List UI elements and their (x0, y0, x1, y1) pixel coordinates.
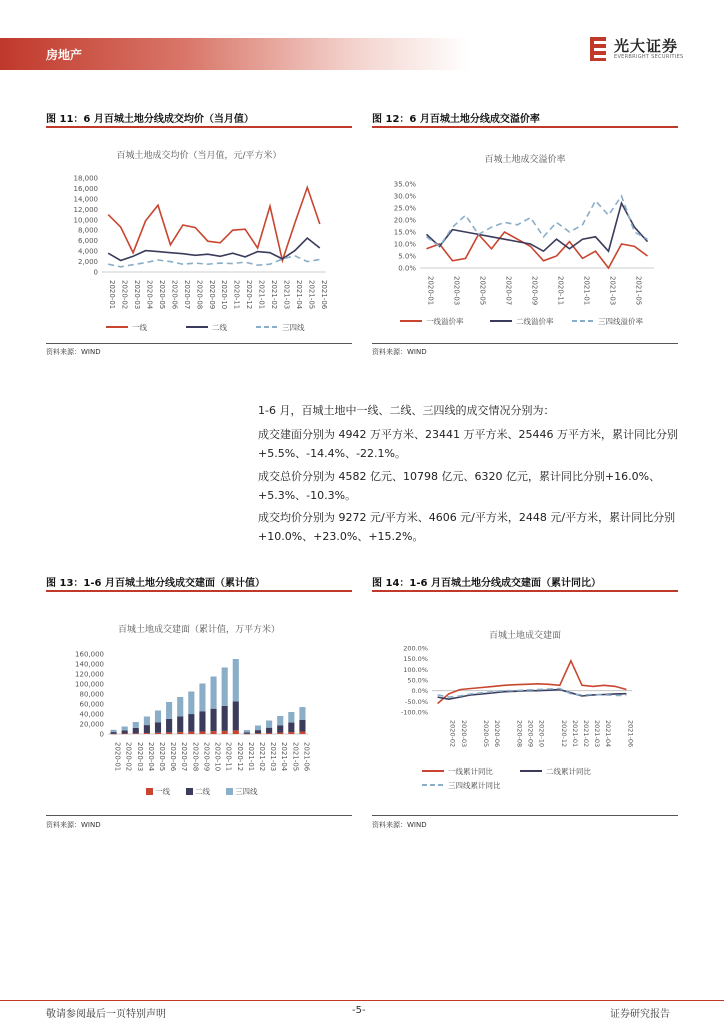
footer-report-type: 证券研究报告 (610, 1009, 670, 1020)
x-tick-label: 2021-02 (270, 280, 278, 310)
y-tick-label: 20,000 (79, 720, 104, 729)
y-tick-label: 60,000 (79, 700, 104, 709)
x-tick-label: 2021-03 (608, 276, 617, 306)
series-line-tier1 (108, 187, 320, 260)
x-tick-label: 2021-06 (626, 720, 635, 748)
y-tick-label: 50.0% (407, 676, 428, 685)
series-line-tier2 (427, 203, 648, 251)
y-tick-label: 0 (93, 268, 98, 277)
x-tick-label: 2020-12 (559, 720, 568, 748)
bar-tier2 (144, 725, 150, 733)
chart-title: 百城土地成交溢价率 (484, 155, 566, 165)
x-tick-label: 2020-08 (195, 280, 204, 310)
x-tick-label: 2020-10 (213, 742, 222, 772)
x-tick-label: 2020-11 (224, 742, 233, 772)
legend-label: 二线 (212, 323, 227, 332)
x-tick-label: 2020-09 (207, 280, 216, 310)
x-tick-label: 2020-07 (180, 742, 189, 772)
x-tick-label: 2020-06 (493, 720, 502, 748)
bar-tier1 (222, 731, 228, 734)
y-tick-label: 10.0% (393, 240, 416, 249)
chart-title: 百城土地成交建面（累计值，万平方米） (117, 625, 281, 635)
x-tick-label: 2020-08 (191, 742, 200, 772)
fig12-svg (372, 130, 678, 340)
x-tick-label: 2021-06 (319, 280, 328, 310)
legend-swatch (186, 788, 193, 795)
x-tick-label: 2021-01 (257, 280, 266, 310)
y-tick-label: 35.0% (393, 180, 416, 189)
x-tick-label: 2020-12 (235, 742, 244, 772)
bar-tier2 (299, 720, 305, 732)
fig12-end-rule (372, 343, 678, 344)
x-tick-label: 2021-04 (604, 720, 613, 748)
y-tick-label: 5.0% (398, 252, 416, 261)
x-tick-label: 2021-01 (246, 742, 255, 772)
y-tick-label: 2,000 (77, 258, 98, 267)
y-tick-label: 8,000 (77, 226, 98, 235)
x-tick-label: 2020-10 (537, 720, 546, 748)
x-tick-label: 2020-05 (158, 742, 166, 772)
bar-tier34 (266, 721, 272, 728)
bar-tier1 (277, 733, 283, 734)
y-tick-label: 140,000 (75, 660, 104, 669)
legend-swatch (226, 788, 233, 795)
legend-label: 三四线累计同比 (448, 781, 501, 790)
bar-tier34 (199, 684, 205, 712)
fig13-chart (46, 594, 352, 812)
bar-tier2 (288, 723, 294, 733)
x-tick-label: 2020-02 (448, 720, 457, 748)
fig13-source: 资料来源：WIND (46, 821, 101, 829)
x-tick-label: 2020-03 (452, 276, 461, 306)
x-tick-label: 2020-01 (426, 276, 435, 306)
x-tick-label: 2021-01 (570, 720, 579, 748)
bar-tier1 (233, 730, 239, 734)
legend-label: 三四线 (282, 323, 305, 332)
legend-label: 二线溢价率 (516, 317, 554, 326)
x-tick-label: 2021-02 (582, 720, 590, 748)
x-tick-label: 2020-03 (133, 280, 142, 310)
fig14-svg (372, 594, 678, 812)
x-tick-label: 2020-06 (169, 742, 178, 772)
x-tick-label: 2020-10 (220, 280, 229, 310)
bar-tier34 (188, 692, 194, 715)
y-tick-label: 200.0% (403, 644, 428, 653)
fig14-end-rule (372, 815, 678, 816)
x-tick-label: 2020-05 (158, 280, 166, 310)
y-tick-label: 4,000 (77, 247, 98, 256)
y-tick-label: 100.0% (403, 665, 428, 674)
bar-tier34 (222, 668, 228, 706)
x-tick-label: 2020-09 (526, 720, 535, 748)
bar-tier1 (244, 734, 250, 735)
bar-tier1 (266, 733, 272, 734)
x-tick-label: 2020-04 (146, 742, 155, 772)
bar-tier1 (122, 734, 128, 735)
logo (588, 34, 688, 68)
body-paragraph-1: 1-6 月，百城土地中一线、二线、三四线的成交情况分别为： (258, 404, 555, 417)
fig14-rule (372, 590, 678, 592)
bar-tier2 (233, 701, 239, 730)
body-paragraph-2: 成交建面分别为 4942 万平方米、23441 万平方米、25446 万平方米，累计同比分别+5.5%、-14.4%、-22.1%。 (258, 428, 678, 460)
bar-tier1 (255, 733, 261, 734)
y-tick-label: 20.0% (393, 216, 416, 225)
fig12-source: 资料来源：WIND (372, 348, 427, 356)
x-tick-label: 2020-03 (135, 742, 144, 772)
fig11-source: 资料来源：WIND (46, 348, 101, 356)
bar-tier2 (166, 719, 172, 733)
bar-tier34 (133, 722, 139, 728)
legend-swatch (146, 788, 153, 795)
series-line-tier1 (427, 232, 648, 268)
logo-name: 光大证券 (614, 37, 679, 55)
bar-tier1 (133, 733, 139, 734)
header-band (0, 38, 470, 70)
fig14-source: 资料来源：WIND (372, 821, 427, 829)
bar-tier34 (122, 727, 128, 731)
bar-tier34 (211, 677, 217, 709)
x-tick-label: 2020-11 (232, 280, 241, 310)
page-number: -5- (352, 1005, 366, 1016)
bar-tier2 (177, 716, 183, 732)
x-tick-label: 2020-09 (202, 742, 211, 772)
legend-label: 一线累计同比 (448, 767, 493, 776)
legend-label: 二线 (195, 787, 210, 796)
bar-tier2 (122, 730, 128, 733)
y-tick-label: 0.0% (411, 687, 428, 696)
x-tick-label: 2020-02 (124, 742, 133, 772)
bar-tier2 (155, 722, 161, 733)
x-tick-label: 2021-04 (294, 280, 303, 310)
x-tick-label: 2021-02 (258, 742, 266, 772)
footer-disclaimer: 敬请参阅最后一页特别声明 (46, 1009, 166, 1020)
y-tick-label: 15.0% (393, 228, 416, 237)
logo-subtitle: EVERBRIGHT SECURITIES (614, 54, 684, 60)
fig12-chart (372, 130, 678, 340)
bar-tier34 (177, 697, 183, 716)
x-tick-label: 2020-05 (482, 720, 490, 748)
x-tick-label: 2020-02 (120, 280, 129, 310)
logo-mark-icon (588, 36, 610, 62)
bar-tier2 (222, 706, 228, 731)
legend-label: 一线 (155, 787, 170, 796)
bar-tier34 (166, 702, 172, 719)
bar-tier2 (111, 732, 117, 734)
y-tick-label: 40,000 (79, 710, 104, 719)
x-tick-label: 2020-09 (530, 276, 539, 306)
x-tick-label: 2021-05 (307, 280, 316, 310)
chart-title: 百城土地成交均价（当月值，元/平方米） (116, 151, 282, 161)
x-tick-label: 2021-03 (593, 720, 602, 748)
fig11-caption: 图 11：6 月百城土地分线成交均价（当月值） (46, 114, 254, 125)
footer-rule (0, 1000, 724, 1001)
legend-label: 一线 (132, 323, 147, 332)
fig12-rule (372, 126, 678, 128)
x-tick-label: 2020-06 (170, 280, 179, 310)
x-tick-label: 2020-01 (108, 280, 117, 310)
y-tick-label: 25.0% (393, 204, 416, 213)
fig13-caption: 图 13：1-6 月百城土地分线成交建面（累计值） (46, 578, 265, 589)
fig13-rule (46, 590, 352, 592)
x-tick-label: 2020-07 (504, 276, 513, 306)
series-line-tier1 (438, 661, 627, 704)
bar-tier2 (244, 732, 250, 734)
legend-label: 一线溢价率 (426, 317, 464, 326)
bar-tier2 (133, 728, 139, 734)
y-tick-label: -50.0% (405, 697, 428, 706)
fig11-svg (46, 130, 352, 340)
y-tick-label: 16,000 (73, 184, 98, 193)
series-line-tier34 (427, 196, 648, 246)
y-tick-label: 30.0% (393, 192, 416, 201)
bar-tier1 (177, 732, 183, 734)
fig13-end-rule (46, 815, 352, 816)
y-tick-label: 100,000 (75, 680, 104, 689)
bar-tier2 (199, 711, 205, 731)
bar-tier34 (111, 730, 117, 732)
fig13-svg (46, 594, 352, 812)
bar-tier2 (266, 728, 272, 733)
x-tick-label: 2021-01 (582, 276, 591, 306)
body-paragraph-4: 成交均价分别为 9272 元/平方米、4606 元/平方米，2448 元/平方米，累计同比分别+10.0%、+23.0%、+15.2%。 (258, 511, 676, 543)
bar-tier34 (288, 712, 294, 723)
x-tick-label: 2021-04 (280, 742, 289, 772)
legend-label: 三四线溢价率 (598, 317, 643, 326)
y-tick-label: 0 (99, 730, 104, 739)
section-title: 房地产 (46, 48, 83, 62)
x-tick-label: 2021-06 (302, 742, 311, 772)
legend-label: 三四线 (235, 787, 258, 796)
y-tick-label: 14,000 (73, 195, 98, 204)
x-tick-label: 2020-05 (478, 276, 487, 306)
y-tick-label: 160,000 (75, 650, 104, 659)
bar-tier2 (255, 730, 261, 733)
bar-tier1 (211, 731, 217, 734)
bar-tier2 (277, 725, 283, 732)
y-tick-label: 10,000 (73, 216, 98, 225)
fig11-chart (46, 130, 352, 340)
legend-label: 二线累计同比 (546, 767, 591, 776)
fig14-chart (372, 594, 678, 812)
body-paragraph-3: 成交总价分别为 4582 亿元、10798 亿元、6320 亿元，累计同比分别+16.0%、+5.3%、-10.3%。 (258, 470, 661, 502)
x-tick-label: 2020-08 (515, 720, 524, 748)
x-tick-label: 2020-11 (556, 276, 565, 306)
bar-tier1 (166, 732, 172, 734)
y-tick-label: 150.0% (403, 655, 428, 664)
bar-tier1 (155, 733, 161, 734)
x-tick-label: 2020-07 (182, 280, 191, 310)
y-tick-label: 0.0% (398, 264, 416, 273)
page-header (0, 38, 724, 72)
fig11-end-rule (46, 343, 352, 344)
x-tick-label: 2021-05 (291, 742, 300, 772)
x-tick-label: 2021-03 (282, 280, 291, 310)
bar-tier34 (155, 711, 161, 723)
y-tick-label: 6,000 (77, 237, 98, 246)
y-tick-label: 120,000 (75, 670, 104, 679)
bar-tier34 (299, 707, 305, 720)
y-tick-label: 18,000 (73, 174, 98, 183)
bar-tier1 (111, 734, 117, 735)
x-tick-label: 2020-04 (145, 280, 154, 310)
x-tick-label: 2021-03 (269, 742, 278, 772)
fig11-rule (46, 126, 352, 128)
y-tick-label: 80,000 (79, 690, 104, 699)
bar-tier2 (188, 714, 194, 732)
bar-tier34 (277, 716, 283, 725)
fig14-caption: 图 14：1-6 月百城土地分线成交建面（累计同比） (372, 578, 601, 589)
chart-title: 百城土地成交建面 (488, 631, 562, 641)
x-tick-label: 2021-05 (634, 276, 643, 306)
x-tick-label: 2020-12 (245, 280, 254, 310)
y-tick-label: 12,000 (73, 205, 98, 214)
bar-tier34 (255, 726, 261, 731)
bar-tier34 (233, 659, 239, 701)
fig12-caption: 图 12：6 月百城土地分线成交溢价率 (372, 114, 540, 125)
bar-tier2 (211, 709, 217, 732)
bar-tier1 (299, 732, 305, 734)
series-line-tier34 (108, 256, 320, 267)
bar-tier34 (244, 730, 250, 732)
bar-tier1 (288, 732, 294, 734)
y-tick-label: -100.0% (400, 708, 428, 717)
x-tick-label: 2020-03 (459, 720, 468, 748)
bar-tier1 (199, 732, 205, 735)
x-tick-label: 2020-01 (113, 742, 122, 772)
bar-tier34 (144, 717, 150, 726)
bar-tier1 (144, 733, 150, 734)
bar-tier1 (188, 732, 194, 734)
